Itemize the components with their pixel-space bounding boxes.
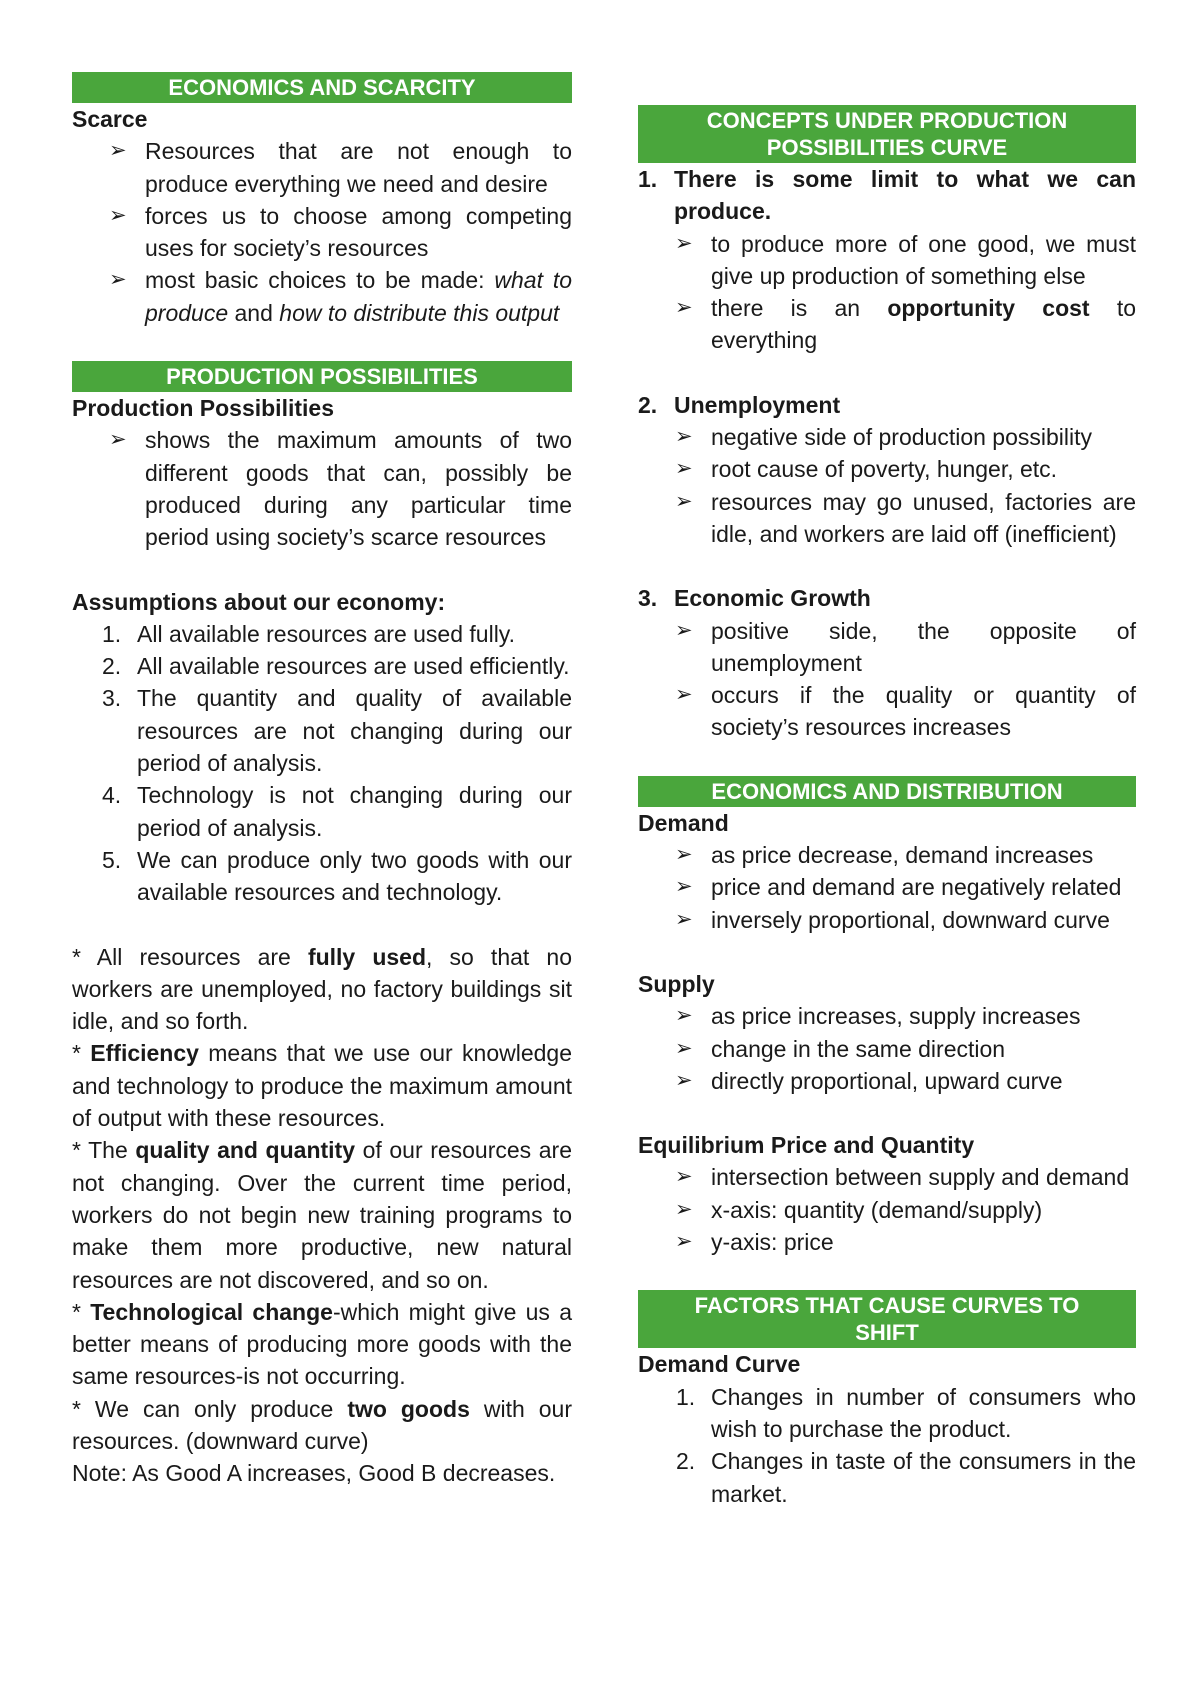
arrow-bullet-icon: ➢ [675,683,693,707]
section-banner-ppc-concepts: CONCEPTS UNDER PRODUCTION POSSIBILITIES CURVE [638,105,1136,163]
note-paragraph: * Technological change-which might give us a better means of producing more goods with the same resources-is not occurring. [72,1298,572,1390]
arrow-bullet-icon: ➢ [675,489,693,513]
list-item: ➢ as price decrease, demand increases [711,839,1136,871]
concept-unemployment-heading: 2. Unemployment [638,391,841,418]
arrow-bullet-icon: ➢ [675,1230,693,1254]
left-column [72,72,572,1490]
arrow-bullet-icon: ➢ [675,1068,693,1092]
arrow-bullet-icon: ➢ [675,231,693,255]
right-column [638,105,1136,1510]
arrow-bullet-icon: ➢ [675,1197,693,1221]
list-item: ➢ price and demand are negatively related [711,871,1136,903]
arrow-bullet-icon: ➢ [109,139,127,163]
arrow-bullet-icon: ➢ [109,268,127,292]
list-item: ➢ x-axis: quantity (demand/supply) [711,1194,1136,1226]
assumption-notes [72,941,572,1490]
list-item: 2. All available resources are used efficiently. [102,653,570,680]
subheading-equilibrium: Equilibrium Price and Quantity [638,1132,975,1159]
note-paragraph: * The quality and quantity of our resources are not changing. Over the current time period, workers do not begin new training programs to make them more productive, new natural resources are not discovered, and so on. [72,1137,573,1293]
arrow-bullet-icon: ➢ [675,296,693,320]
concept-unemployment-list [638,421,1136,550]
list-item: ➢ y-axis: price [711,1226,1136,1258]
concept-growth-list [638,615,1136,744]
list-item: ➢ to produce more of one good, we must give up production of something else [711,228,1136,293]
note-paragraph: * Efficiency means that we use our knowledge and technology to produce the maximum amount of output with these resources. [72,1040,572,1132]
arrow-bullet-icon: ➢ [675,1165,693,1189]
list-item: 5. We can produce only two goods with our available resources and technology. [102,846,572,906]
list-item: ➢ change in the same direction [711,1033,1136,1065]
list-item: ➢ positive side, the opposite of unemployment [711,615,1136,680]
list-item: ➢ Resources that are not enough to produce everything we need and desire [145,135,572,200]
demand-curve-list [638,1381,1136,1510]
list-item: ➢ resources may go unused, factories are idle, and workers are laid off (inefficient) [711,486,1136,551]
concept-growth-heading: 3. Economic Growth [638,585,871,612]
section-banner-curve-shift-factors: FACTORS THAT CAUSE CURVES TO SHIFT [638,1290,1136,1348]
concept-limit-heading: 1. There is some limit to what we can produce. [638,166,1136,225]
arrow-bullet-icon: ➢ [675,843,693,867]
arrow-bullet-icon: ➢ [675,457,693,481]
list-item: ➢ inversely proportional, downward curve [711,904,1136,936]
demand-list [638,839,1136,936]
list-item: ➢ as price increases, supply increases [711,1000,1136,1032]
subheading-scarce: Scarce [72,106,148,132]
note-paragraph: * We can only produce two goods with our resources. (downward curve) [72,1395,572,1454]
arrow-bullet-icon: ➢ [675,875,693,899]
equilibrium-list [638,1161,1136,1258]
list-item: ➢ root cause of poverty, hunger, etc. [711,453,1136,485]
list-item: 1. Changes in number of consumers who wish to purchase the product. [676,1383,1136,1442]
section-banner-economics-distribution: ECONOMICS AND DISTRIBUTION [638,776,1136,807]
list-item: 2. Changes in taste of the consumers in the market. [676,1448,1136,1507]
section-banner-economics-scarcity: ECONOMICS AND SCARCITY [72,72,572,103]
note-paragraph: * All resources are fully used, so that no workers are unemployed, no factory buildings sit idle, and so forth. [72,943,572,1035]
scarce-list [72,135,572,329]
list-item: 3. The quantity and quality of available resources are not changing during our period of analysis. [102,685,572,777]
production-possibilities-list [72,424,572,553]
subheading-supply: Supply [638,970,715,997]
supply-list [638,1000,1136,1097]
concept-limit-list [638,228,1136,357]
note-paragraph: Note: As Good A increases, Good B decreases. [72,1460,556,1487]
list-item: ➢ there is an opportunity cost to everything [711,292,1136,357]
list-item: ➢ negative side of production possibility [711,421,1136,453]
arrow-bullet-icon: ➢ [675,907,693,931]
section-banner-production-possibilities: PRODUCTION POSSIBILITIES [72,361,572,392]
list-item: ➢ shows the maximum amounts of two different goods that can, possibly be produced during any particular time period using society’s scarce resources [145,424,572,553]
subheading-demand: Demand [638,809,729,836]
arrow-bullet-icon: ➢ [109,428,127,452]
list-item: ➢ occurs if the quality or quantity of society’s resources increases [711,679,1136,744]
arrow-bullet-icon: ➢ [675,1004,693,1028]
arrow-bullet-icon: ➢ [675,425,693,449]
subheading-assumptions: Assumptions about our economy: [72,588,446,615]
subheading-demand-curve: Demand Curve [638,1351,801,1378]
list-item: ➢ forces us to choose among competing uses for society’s resources [145,200,572,265]
list-item: ➢ directly proportional, upward curve [711,1065,1136,1097]
list-item: ➢ most basic choices to be made: what to produce and how to distribute this output [145,264,572,329]
subheading-production-possibilities: Production Possibilities [72,395,334,422]
arrow-bullet-icon: ➢ [675,618,693,642]
list-item: ➢ intersection between supply and demand [711,1161,1136,1193]
arrow-bullet-icon: ➢ [675,1036,693,1060]
arrow-bullet-icon: ➢ [109,203,127,227]
list-item: 4. Technology is not changing during our period of analysis. [102,782,572,841]
list-item: 1. All available resources are used fully. [102,620,515,647]
assumptions-list [72,618,572,909]
